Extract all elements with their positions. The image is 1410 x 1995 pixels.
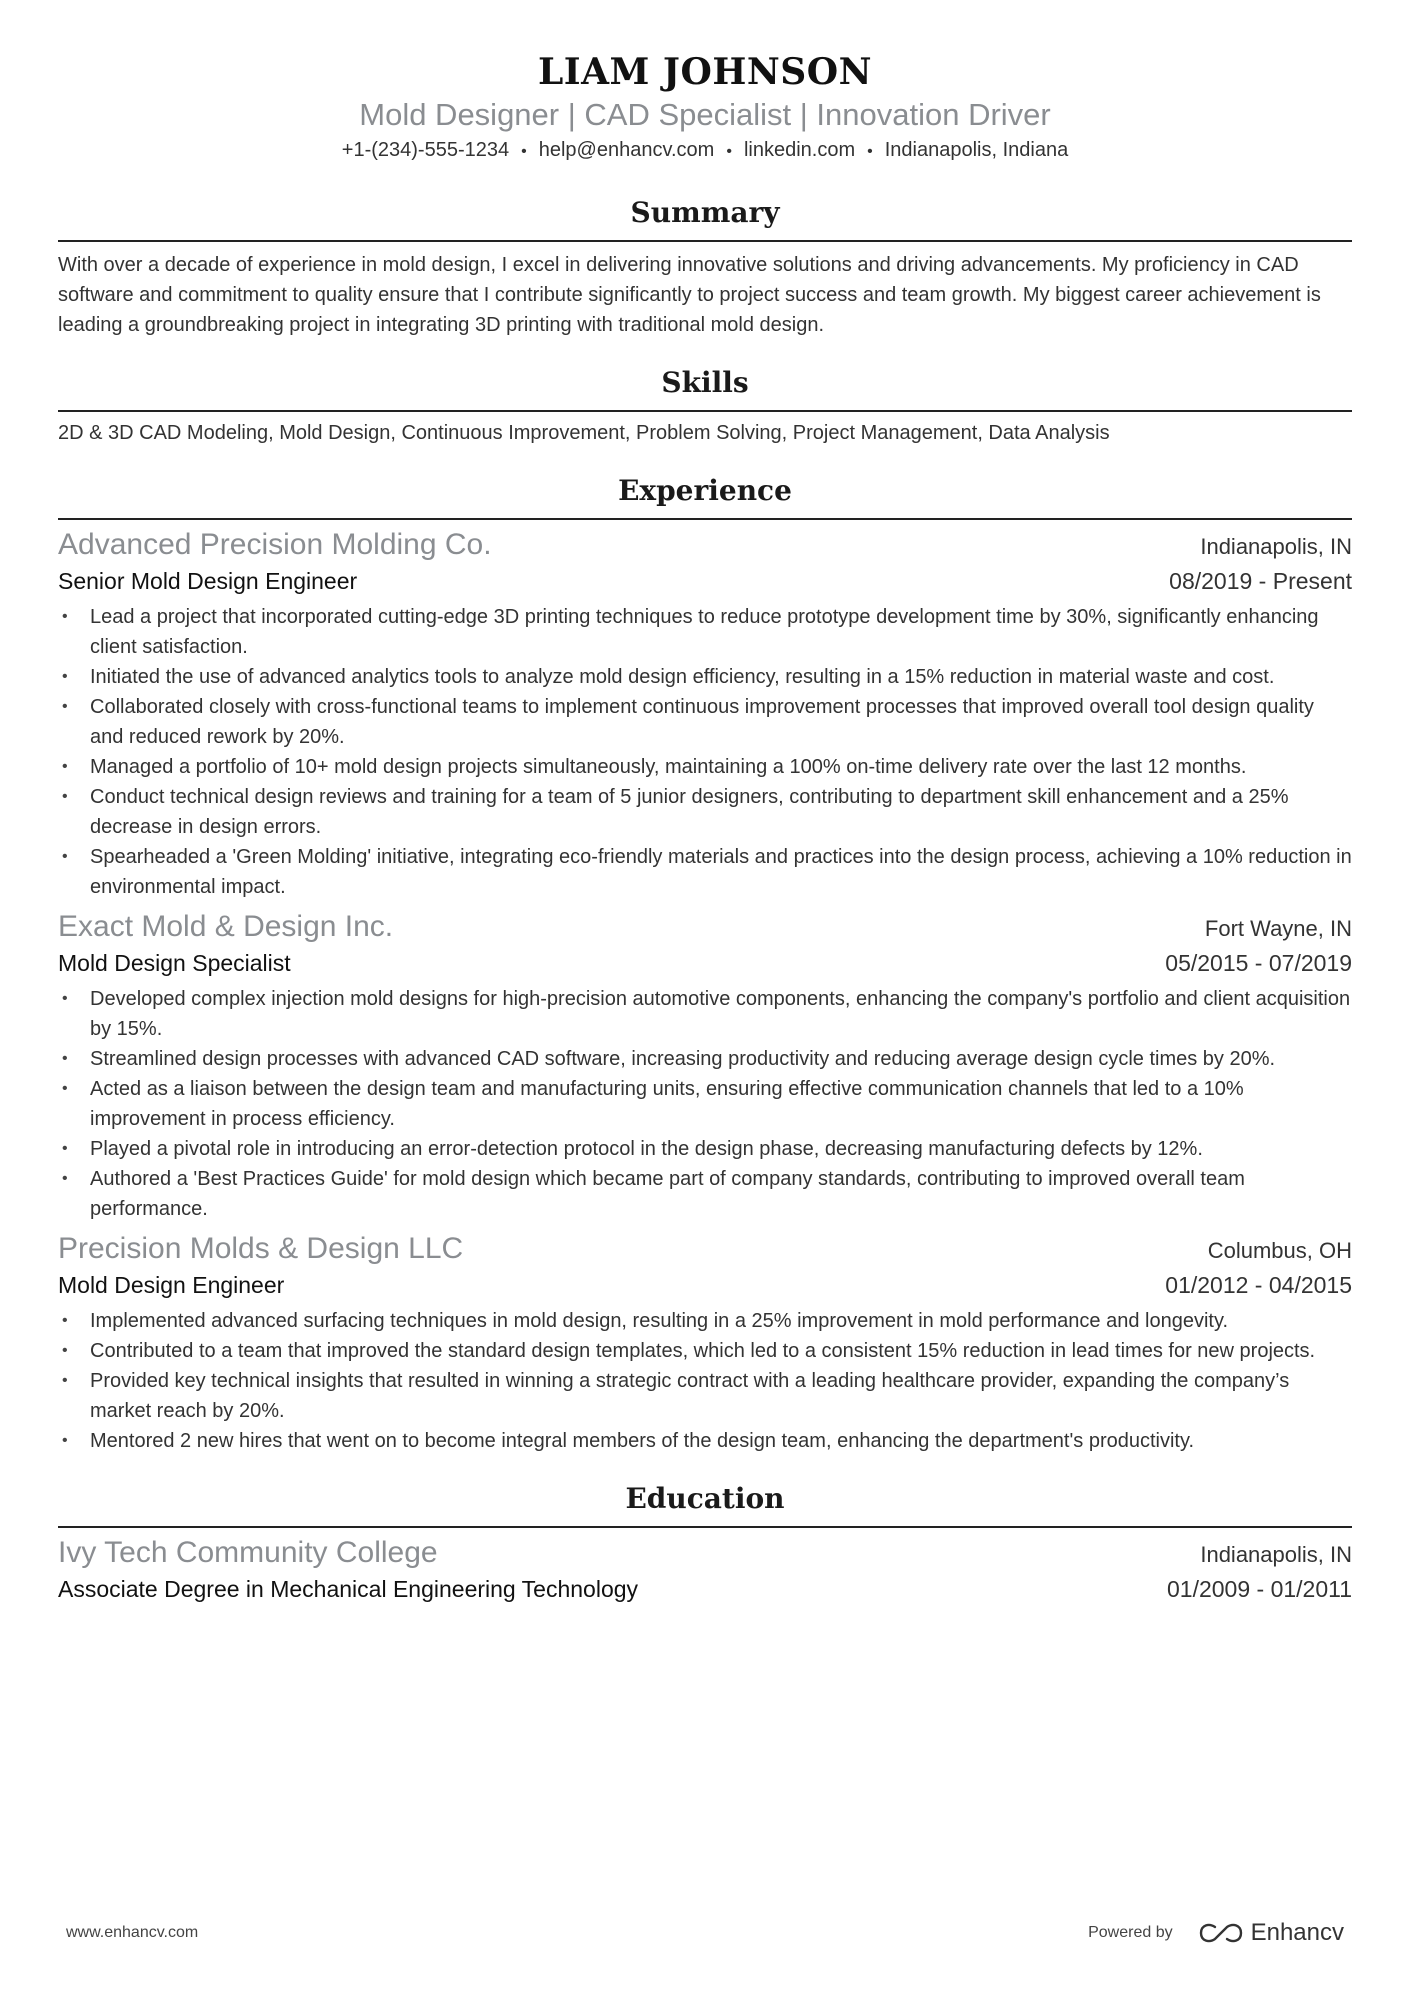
job-dates: 01/2012 - 04/2015 (1165, 1272, 1352, 1298)
bullet-item: • Initiated the use of advanced analytics tools to analyze mold design efficiency, resulting in a 15% reduction in material waste and cost. (58, 662, 1352, 692)
job-entry (58, 526, 1352, 902)
bullet-separator: • (726, 143, 732, 160)
linkedin-link[interactable]: linkedin.com (743, 139, 856, 161)
enhancv-logo[interactable] (1199, 1919, 1344, 1947)
experience-heading: Experience (58, 472, 1352, 520)
email-link[interactable]: help@enhancv.com (538, 139, 715, 161)
degree-name: Associate Degree in Mechanical Engineering Technology (58, 1576, 639, 1602)
bullet-item: • Played a pivotal role in introducing an error-detection protocol in the design phase, decreasing manufacturing defects by 12%. (58, 1134, 1352, 1164)
summary-heading: Summary (58, 194, 1352, 242)
education-dates: 01/2009 - 01/2011 (1166, 1576, 1352, 1602)
enhancv-logo-icon (1199, 1921, 1243, 1945)
skills-heading: Skills (58, 364, 1352, 412)
company-name: Advanced Precision Molding Co. (58, 528, 492, 561)
location-text: Indianapolis, Indiana (884, 139, 1069, 161)
job-dates: 05/2015 - 07/2019 (1165, 950, 1352, 976)
bullet-item: • Implemented advanced surfacing techniques in mold design, resulting in a 25% improvement in mold performance and longevity. (58, 1306, 1352, 1336)
bullet-item: • Mentored 2 new hires that went on to become integral members of the design team, enhancing the department's productivity. (58, 1426, 1352, 1456)
bullet-item: • Conduct technical design reviews and training for a team of 5 junior designers, contributing to department skill enhancement and a 25% decrease in design errors. (58, 782, 1352, 842)
job-dates: 08/2019 - Present (1169, 568, 1352, 594)
website-link[interactable]: www.enhancv.com (66, 1924, 199, 1941)
company-name: Precision Molds & Design LLC (58, 1232, 464, 1265)
job-location: Columbus, OH (1207, 1238, 1352, 1263)
school-name: Ivy Tech Community College (58, 1536, 438, 1569)
resume-header (58, 0, 1352, 166)
powered-by-block (1088, 1919, 1344, 1947)
bullet-item: • Contributed to a team that improved the standard design templates, which led to a consistent 15% reduction in lead times for new projects. (58, 1336, 1352, 1366)
contact-line (58, 136, 1352, 166)
company-name: Exact Mold & Design Inc. (58, 910, 394, 943)
phone-number: +1-(234)-555-1234 (341, 139, 510, 161)
candidate-title: Mold Designer | CAD Specialist | Innovation Driver (359, 97, 1051, 132)
school-location: Indianapolis, IN (1200, 1542, 1352, 1567)
job-location: Fort Wayne, IN (1204, 916, 1352, 941)
job-location: Indianapolis, IN (1200, 534, 1352, 559)
job-entry (58, 908, 1352, 1224)
skills-text: 2D & 3D CAD Modeling, Mold Design, Continuous Improvement, Problem Solving, Project Management, Data Analysis (58, 422, 1110, 444)
bullet-item: • Spearheaded a 'Green Molding' initiative, integrating eco-friendly materials and practices into the design process, achieving a 10% reduction in environmental impact. (58, 842, 1352, 902)
education-heading: Education (58, 1480, 1352, 1528)
bullet-item: • Developed complex injection mold designs for high-precision automotive components, enhancing the company's portfolio and client acquisition by 15%. (58, 984, 1352, 1044)
job-entry (58, 1230, 1352, 1456)
bullet-item: • Provided key technical insights that resulted in winning a strategic contract with a leading healthcare provider, expanding the company’s market reach by 20%. (58, 1366, 1352, 1426)
job-role: Senior Mold Design Engineer (58, 568, 358, 594)
bullet-item: • Collaborated closely with cross-functional teams to implement continuous improvement processes that improved overall tool design quality and reduced rework by 20%. (58, 692, 1352, 752)
education-entry (58, 1534, 1352, 1606)
job-bullets (58, 984, 1352, 1224)
bullet-item: • Authored a 'Best Practices Guide' for mold design which became part of company standards, contributing to improved overall team performance. (58, 1164, 1352, 1224)
summary-text: With over a decade of experience in mold design, I excel in delivering innovative solutions and driving advancements. My proficiency in CAD software and commitment to quality ensure that I contribute significantly to project success and team growth. My biggest career achievement is leading a groundbreaking project in integrating 3D printing with traditional mold design. (58, 254, 1321, 336)
candidate-name: LIAM JOHNSON (537, 51, 873, 93)
bullet-item: • Acted as a liaison between the design team and manufacturing units, ensuring effective communication channels that led to a 10% improvement in process efficiency. (58, 1074, 1352, 1134)
job-bullets (58, 602, 1352, 902)
job-bullets (58, 1306, 1352, 1456)
bullet-item: • Lead a project that incorporated cutting-edge 3D printing techniques to reduce prototype development time by 30%, significantly enhancing client satisfaction. (58, 602, 1352, 662)
job-role: Mold Design Specialist (58, 950, 291, 976)
bullet-separator: • (867, 143, 873, 160)
bullet-separator: • (521, 143, 527, 160)
job-role: Mold Design Engineer (58, 1272, 285, 1298)
brand-name: Enhancv (1250, 1919, 1344, 1946)
powered-by-label: Powered by (1088, 1924, 1173, 1941)
page-footer (0, 1919, 1410, 1947)
bullet-item: • Managed a portfolio of 10+ mold design projects simultaneously, maintaining a 100% on-time delivery rate over the last 12 months. (58, 752, 1352, 782)
bullet-item: • Streamlined design processes with advanced CAD software, increasing productivity and reducing average design cycle times by 20%. (58, 1044, 1352, 1074)
